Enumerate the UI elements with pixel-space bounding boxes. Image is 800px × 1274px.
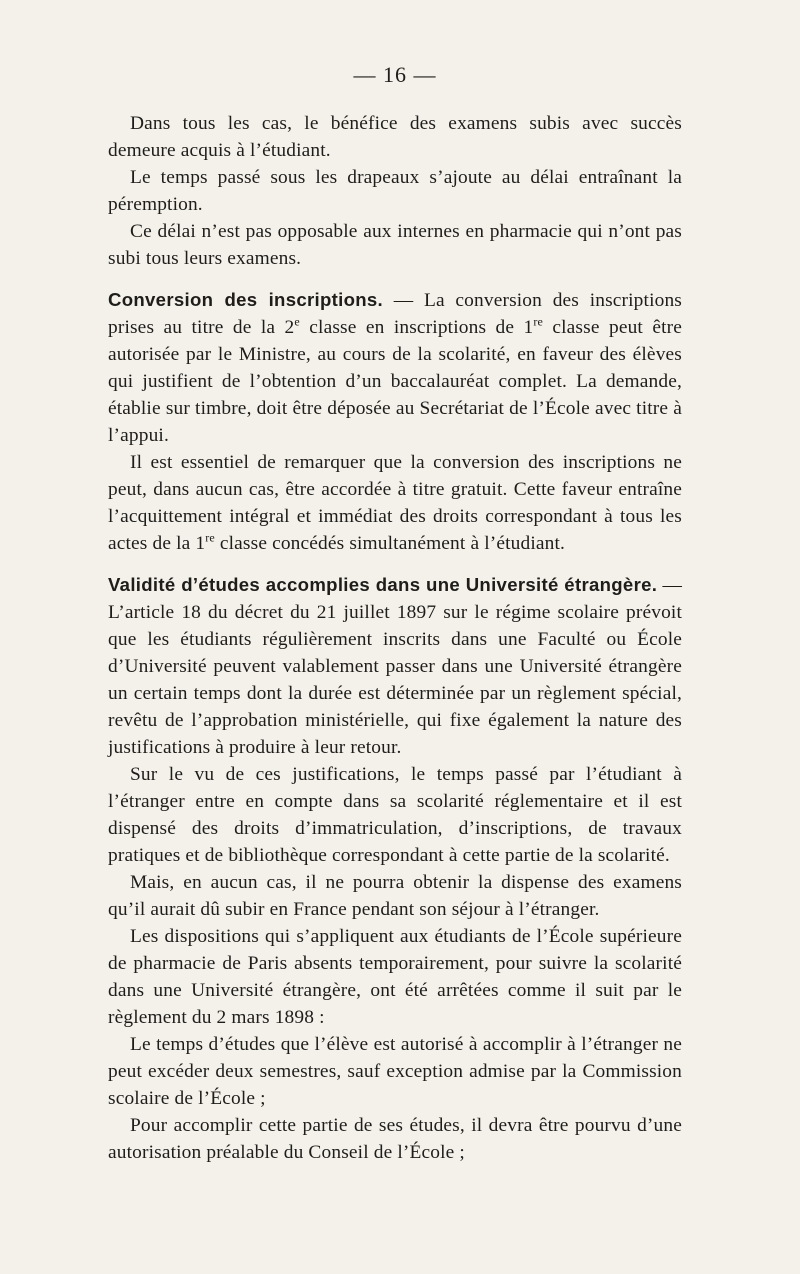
paragraph-text: classe concédés simultanément à l’étudiant. [214,533,565,554]
paragraph-text: classe peut être autorisée par le Ministre, au cours de la scolarité, en faveur des élèves qui justifient de l’obtention d’un baccalauréat complet. La demande, établie sur timbre, doit être déposée au Secrétariat de l’École avec titre à l’appui. [108,317,683,446]
section-heading-conversion: Conversion des inscriptions. [108,289,384,310]
paragraph-text: Il est essentiel de remarquer que la conversion des inscriptions ne peut, dans aucun cas, être accordée à titre gratuit. Cette faveur entraîne l’acquittement intégral et immédiat des droits correspondant à tous les actes de la 1 [108,452,682,554]
paragraph-text: — La conversion des inscriptions prises au titre de la 2 [108,290,682,338]
paragraph-conversion [108,286,682,449]
paragraph-text: — L’article 18 du décret du 21 juillet 1897 sur le régime scolaire prévoit que les étudiants régulièrement inscrits dans une Faculté ou École d’Université peuvent valablement passer dans une Université étrangère un certain temps dont la durée est déterminée par un règlement spécial, revêtu de l’approbation ministérielle, qui fixe également la nature des justifications à produire à leur retour. [108,575,682,758]
paragraph: Mais, en aucun cas, il ne pourra obtenir la dispense des examens qu’il aurait dû subir en France pendant son séjour à l’étranger. [108,872,682,920]
section-heading-validite: Validité d’études accomplies dans une Université étrangère. [108,574,658,595]
paragraph: Les dispositions qui s’appliquent aux étudiants de l’École supérieure de pharmacie de Paris absents temporairement, pour suivre la scolarité dans une Université étrangère, ont été arrêtées comme il suit par le règlement du 2 mars 1898 : [108,926,682,1028]
paragraph: Pour accomplir cette partie de ses études, il devra être pourvu d’une autorisation préalable du Conseil de l’École ; [108,1115,682,1163]
paragraph: Dans tous les cas, le bénéfice des examens subis avec succès demeure acquis à l’étudiant. [108,113,682,161]
page-number: — 16 — [353,62,437,87]
paragraph [108,449,682,557]
paragraph: Le temps d’études que l’élève est autorisé à accomplir à l’étranger ne peut excéder deux semestres, sauf exception admise par la Commission scolaire de l’École ; [108,1034,682,1109]
paragraph-validite [108,571,682,761]
superscript: re [533,314,543,329]
paragraph: Sur le vu de ces justifications, le temps passé par l’étudiant à l’étranger entre en compte dans sa scolarité réglementaire et il est dispensé des droits d’immatriculation, d’inscriptions, de travaux pratiques et de bibliothèque correspondant à cette partie de la scolarité. [108,764,682,866]
paragraph: Le temps passé sous les drapeaux s’ajoute au délai entraînant la péremption. [108,167,682,215]
paragraph: Ce délai n’est pas opposable aux internes en pharmacie qui n’ont pas subi tous leurs examens. [108,221,682,269]
paragraph-text: classe en inscriptions de 1 [299,317,534,338]
superscript: e [294,314,300,329]
superscript: re [205,530,215,545]
